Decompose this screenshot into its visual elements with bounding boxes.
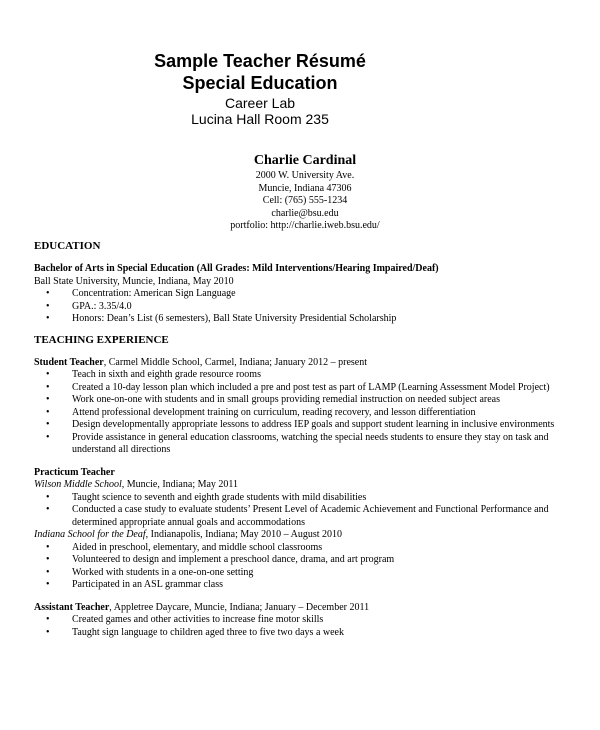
job-line: [34, 479, 574, 492]
resume-body: [34, 240, 574, 639]
contact-cell: Cell: (765) 555-1234: [262, 195, 348, 207]
job-duties: [34, 492, 574, 530]
list-item: • Aided in preschool, elementary, and middle school classrooms: [34, 542, 574, 555]
contact-email: charlie@bsu.edu: [271, 207, 339, 219]
list-item: • Provide assistance in general education classrooms, watching the special needs students to ensure they stay on task and understand all directions: [34, 432, 574, 457]
job-line: [34, 357, 574, 370]
list-item: • Worked with students in a one-on-one setting: [34, 567, 574, 580]
job-detail: , Appletree Daycare, Muncie, Indiana; January – December 2011: [109, 601, 370, 613]
contact-portfolio: portfolio: http://charlie.iweb.bsu.edu/: [230, 220, 380, 232]
practicum-job: [34, 467, 574, 592]
list-item: • Created a 10-day lesson plan which included a pre and post test as part of LAMP (Learning Assessment Model Project): [34, 382, 574, 395]
school-detail: , Indianapolis, Indiana; May 2010 – August 2010: [145, 529, 343, 540]
list-item: • Taught sign language to children aged three to five two days a week: [34, 627, 574, 640]
assistant-teacher-job: [34, 602, 574, 640]
list-item: • Design developmentally appropriate lessons to address IEP goals and support student learning in inclusive environments: [34, 419, 574, 432]
list-item: • Created games and other activities to increase fine motor skills: [34, 614, 574, 627]
degree-title: Bachelor of Arts in Special Education (All Grades: Mild Interventions/Hearing Impaired/Deaf): [34, 263, 439, 274]
list-item: • Participated in an ASL grammar class: [34, 579, 574, 592]
student-teacher-job: [34, 357, 574, 457]
list-item: • Taught science to seventh and eighth grade students with mild disabilities: [34, 492, 574, 505]
org-name: Career Lab: [224, 95, 296, 111]
school-name: Wilson Middle School: [34, 479, 122, 490]
school-detail: , Muncie, Indiana; May 2011: [121, 479, 239, 490]
list-item: • Honors: Dean’s List (6 semesters), Ball State University Presidential Scholarship: [34, 313, 574, 326]
education-heading: EDUCATION: [34, 240, 101, 252]
job-line: [34, 602, 574, 615]
list-item: • Teach in sixth and eighth grade resource rooms: [34, 369, 574, 382]
contact-address: 2000 W. University Ave.: [255, 170, 355, 181]
school-name: Indiana School for the Deaf: [34, 529, 146, 540]
education-list: [34, 288, 574, 326]
list-item: • Concentration: American Sign Language: [34, 288, 574, 301]
job-duties: [34, 542, 574, 592]
list-item: • Attend professional development training on curriculum, reading recovery, and lesson differentiation: [34, 407, 574, 420]
list-item: • Conducted a case study to evaluate students’ Present Level of Academic Achievement and Functional Performance and determined appropriate annual goals and accommodations: [34, 504, 574, 529]
job-line: [34, 529, 574, 542]
room-location: Lucina Hall Room 235: [191, 111, 329, 127]
list-item: • GPA.: 3.35/4.0: [34, 301, 574, 314]
job-duties: [34, 614, 574, 639]
list-item: • Volunteered to design and implement a preschool dance, drama, and art program: [34, 554, 574, 567]
job-title: Practicum Teacher: [34, 466, 115, 478]
experience-heading: TEACHING EXPERIENCE: [34, 333, 169, 346]
job-duties: [34, 369, 574, 457]
job-title: Assistant Teacher: [34, 601, 110, 613]
candidate-name: Charlie Cardinal: [253, 153, 357, 168]
job-detail: , Carmel Middle School, Carmel, Indiana; January 2012 – present: [103, 356, 368, 368]
job-title: Student Teacher: [34, 356, 104, 368]
resume-title: Sample Teacher Résumé: [154, 51, 366, 71]
contact-city: Muncie, Indiana 47306: [258, 182, 352, 194]
degree-school: Ball State University, Muncie, Indiana, May 2010: [34, 275, 234, 287]
resume-subtitle: Special Education: [182, 73, 338, 93]
list-item: • Work one-on-one with students and in small groups providing remedial instruction on needed subject areas: [34, 394, 574, 407]
